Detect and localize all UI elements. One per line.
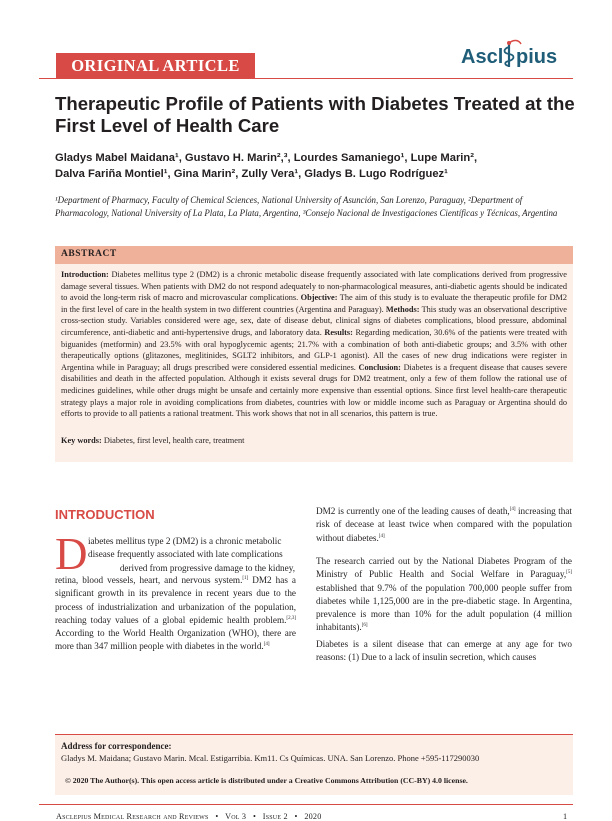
correspondence-heading: Address for correspondence: (61, 741, 172, 751)
abstract-objective-label: Objective: (300, 293, 338, 303)
copyright-notice: © 2020 The Author(s). This open access article is distributed under a Creative Commons Attribution (CC-BY) 4.0 license. (65, 776, 468, 785)
volume: Vol 3 (225, 812, 247, 821)
page-number: 1 (563, 812, 568, 821)
logo-text-part2: pius (516, 46, 558, 68)
abstract-methods-label: Methods: (385, 304, 420, 314)
correspondence-box (55, 734, 573, 795)
abstract-conclusion-label: Conclusion: (358, 362, 401, 372)
author-list (55, 151, 575, 182)
abstract-header (55, 246, 573, 264)
footer-separator: • (215, 812, 219, 821)
intro-line-2: disease frequently associated with late complications (88, 549, 283, 560)
issue: Issue 2 (262, 812, 288, 821)
citation: [1] (242, 575, 249, 581)
intro-right-paragraph-1: DM2 is currently one of the leading causes of death,[4] increasing that risk of decease at least twice when compared with the population without diabetes.[4] (316, 506, 572, 543)
year: 2020 (304, 812, 322, 821)
journal-name: Asclepius Medical Research and Reviews (56, 812, 209, 821)
header-rule (39, 78, 573, 79)
abstract-results-label: Results: (324, 327, 353, 337)
citation: [4] (378, 533, 385, 539)
intro-dropcap-lines (88, 535, 295, 575)
abstract-objective: The aim of this study is to evaluate the therapeutic profile for DM2 in the first level of care in the health system in two different countries (Argentina and Paraguay). (61, 293, 567, 314)
abstract-text (61, 269, 567, 420)
footer-separator: • (294, 812, 298, 821)
introduction-heading: INTRODUCTION (55, 507, 155, 522)
footer-rule (39, 804, 573, 805)
citation: [2,3] (286, 615, 296, 621)
drop-cap: D (55, 529, 88, 579)
abstract-keywords (61, 436, 567, 445)
logo-text-part1: Ascl (461, 46, 504, 68)
abstract-conclusion: Diabetes is a frequent disease that causes severe disabilities and death in the affected population. Although it exists several drugs for DM2 treatment, only a few of them follow the rational use of medicines guidelines, while other drugs might be unsafe and certainly more expensive than essential options. Since first level health-care therapeutic strategy plays a major role in avoiding complications from diabetes, countries with low or middle income such as Paraguay or Argentina should do efforts to provide to all patients a rational treatment. This work shows that not in all scenarios, this pattern is true. (61, 362, 568, 419)
author-line-1: Gladys Mabel Maidana¹, Gustavo H. Marin²,³, Lourdes Samaniego¹, Lupe Marin², (55, 152, 478, 164)
citation: [5] (566, 570, 572, 576)
article-type-label: ORIGINAL ARTICLE (71, 56, 240, 75)
citation: [4] (263, 642, 270, 648)
article-type-banner (56, 53, 255, 79)
author-line-2: Dalva Fariña Montiel¹, Gina Marin², Zully Vera¹, Gladys B. Lugo Rodríguez¹ (55, 167, 448, 180)
intro-line-3: derived from progressive damage to the kidney, (119, 562, 295, 573)
abstract-heading: ABSTRACT (61, 249, 117, 259)
intro-left-paragraph: retina, blood vessels, heart, and nervous system.[1] DM2 has a significant growth in its prevalence in recent years due to the process of industrialization and urbanization of the population, reaching today values of a global epidemic health problem.[2,3] According to the World Health Organization (WHO), there are more than 347 million people with diabetes in the world.[4] (55, 575, 296, 652)
citation: [4] (509, 506, 516, 512)
abstract-methods: This study was an observational descriptive cross-section study. Variables considered were age, sex, date of disease debut, clinical signs of diabetes complications, blood pressure, abdominal circumference, anti-diabetic and anti-hypertensive drugs, and laboratory data. (61, 304, 567, 337)
affiliations: ¹Department of Pharmacy, Faculty of Chemical Sciences, National University of Asunción, San Lorenzo, Paraguay, ²Department of Pharmacology, National University of La Plata, La Plata, Argentina, ³Consejo Nacional de Investigaciones Científicas y Técnicas, Argentina (55, 195, 558, 218)
citation: [6] (361, 623, 368, 629)
abstract-results: Regarding medication, 30.6% of the patients were treated with biguanides (metformin) and 23.5% with oral hypoglycemic agents; 21.7% with a combination of both anti-diabetic groups; and 3.5% with other therapeutically options (glitazones, meglitinides, SGLT2 inhibitors, and GLP-1 agonist). All the cases of new drug indications were register in Argentina while in Paraguay; all drugs prescribed were considered essential medicines. (61, 327, 567, 372)
keywords-text: Diabetes, first level, health care, treatment (103, 436, 245, 445)
abstract-body (55, 264, 573, 462)
running-footer (56, 812, 322, 821)
intro-right-paragraph-2: The research carried out by the National Diabetes Program of the Ministry of Public Health and Social Welfare in Paraguay,[5] established that 9.7% of the population 700,000 people suffer from diabetes while 1,125,000 are in the pre-diabetic stage. In Argentina, prevalence is more than 10% for the adult population (4 million inhabitants).[6] (316, 556, 572, 633)
correspondence-text: Gladys M. Maidana; Gustavo Marin. Mcal. Estigarribia. Km11. Cs Químicas. UNA. San Lorenzo. Phone +595-117290030 (61, 753, 480, 763)
footer-separator: • (252, 812, 257, 821)
keywords-label: Key words: (61, 436, 102, 445)
abstract-intro: Diabetes mellitus type 2 (DM2) is a chronic metabolic disease frequently associated with late complications derived from progressive damage several tissues. When patients with DM2 do not respond adequately to non-pharmacological measures, anti-diabetic agents should be indicated to avoid the long-term risk of macro and microvascular complications. (61, 270, 567, 303)
intro-right-paragraph-3: Diabetes is a silent disease that can emerge at any age for two reasons: (1) Due to a lack of insulin secretion, which causes (316, 639, 572, 663)
article-title: Therapeutic Profile of Patients with Diabetes Treated at the First Level of Health Care (55, 93, 575, 136)
intro-line-1: iabetes mellitus type 2 (DM2) is a chronic metabolic (88, 536, 282, 546)
publisher-logo (461, 37, 573, 73)
abstract-intro-label: Introduction: (61, 270, 109, 279)
